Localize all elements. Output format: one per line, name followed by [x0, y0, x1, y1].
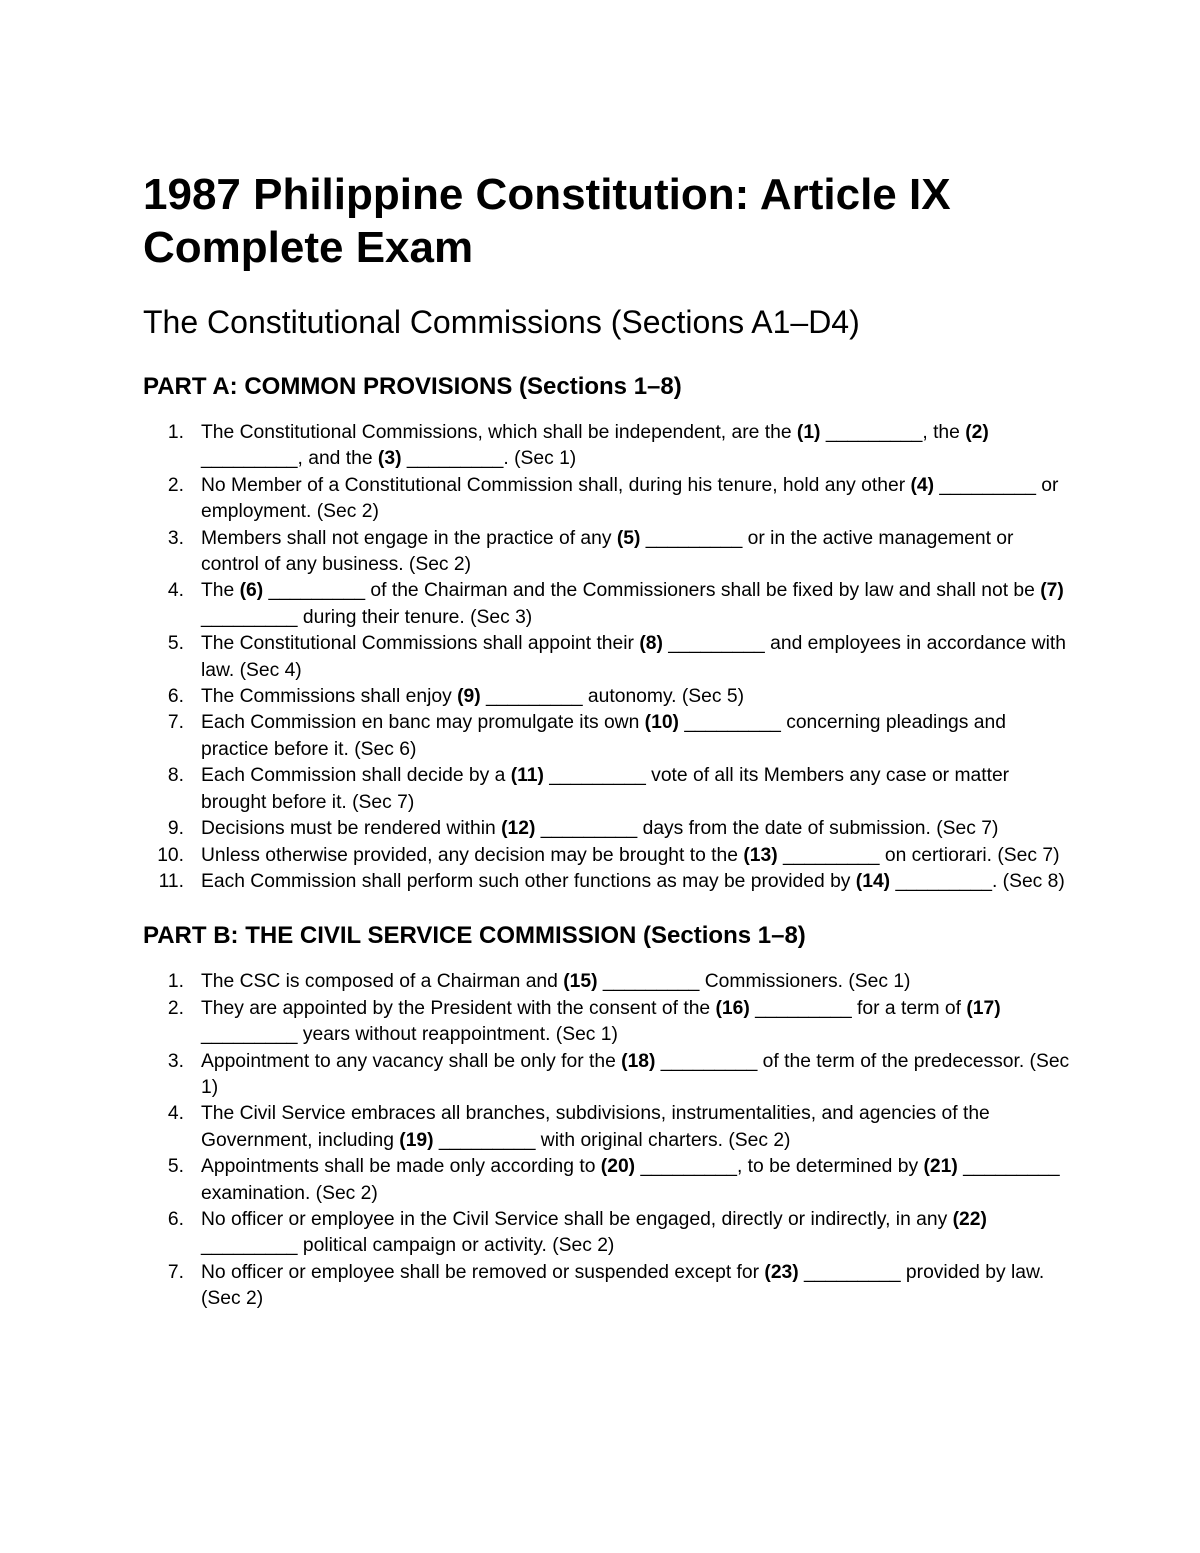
question-item — [143, 1207, 1073, 1260]
question-text-segment: _________. (Sec 1) — [401, 448, 577, 470]
question-text — [201, 818, 998, 839]
question-item — [143, 710, 1073, 763]
blank-number: (15) — [563, 971, 598, 993]
question-text — [201, 1156, 1060, 1203]
question-number: 4. — [167, 1103, 184, 1125]
blank-number: (13) — [743, 844, 778, 866]
question-text-segment: Each Commission shall perform such other functions as may be provided by — [201, 870, 856, 892]
blank-number: (5) — [616, 527, 641, 549]
question-text-segment: _________ on certiorari. (Sec 7) — [777, 844, 1060, 866]
blank-number: (18) — [621, 1050, 656, 1072]
question-item — [143, 843, 1073, 869]
question-text — [201, 580, 1064, 627]
question-number: 11. — [158, 870, 184, 892]
question-number: 1. — [167, 971, 184, 993]
question-text-segment: No officer or employee shall be removed or suspended except for — [201, 1261, 765, 1283]
question-text-segment: _________ during their tenure. (Sec 3) — [201, 606, 533, 628]
question-text — [201, 475, 1058, 522]
question-text — [201, 765, 1009, 812]
question-text-segment: _________ Commissioners. (Sec 1) — [597, 971, 911, 993]
question-text — [201, 971, 910, 992]
question-text-segment: _________ with original charters. (Sec 2) — [433, 1129, 791, 1151]
question-text — [201, 1209, 987, 1256]
question-number: 8. — [167, 765, 184, 787]
question-text-segment: Appointments shall be made only according to — [201, 1156, 601, 1178]
question-text-segment: _________ of the term of the predecessor. (Sec 1) — [201, 1050, 1070, 1098]
question-number: 2. — [167, 997, 184, 1019]
question-text-segment: _________ concerning pleadings and practice before it. (Sec 6) — [201, 712, 1006, 760]
question-text — [201, 1051, 1069, 1098]
question-item — [143, 1101, 1073, 1154]
question-text-segment: The — [201, 580, 240, 602]
question-text-segment: _________ for a term of — [749, 997, 967, 1019]
question-text-segment: Appointment to any vacancy shall be only for the — [201, 1050, 622, 1072]
part-a-question-list — [143, 420, 1073, 895]
blank-number: (7) — [1040, 580, 1064, 602]
question-text-segment: _________ or employment. (Sec 2) — [201, 474, 1059, 523]
blank-number: (14) — [855, 870, 891, 892]
question-number: 4. — [167, 580, 184, 602]
blank-number: (8) — [639, 633, 663, 655]
question-text-segment: The Constitutional Commissions, which shall be independent, are the — [201, 422, 797, 443]
question-item — [143, 473, 1073, 526]
question-text-segment: _________ examination. (Sec 2) — [201, 1156, 1060, 1204]
question-text — [201, 845, 1060, 866]
blank-number: (2) — [965, 422, 989, 443]
question-item — [143, 631, 1073, 684]
question-text-segment: The CSC is composed of a Chairman and — [201, 971, 564, 993]
question-item — [143, 869, 1073, 895]
question-text-segment: _________ provided by law. (Sec 2) — [201, 1261, 1045, 1310]
blank-number: (19) — [399, 1129, 434, 1151]
question-item — [143, 684, 1073, 710]
question-text-segment: Unless otherwise provided, any decision may be brought to the — [201, 844, 744, 866]
question-item — [143, 1260, 1073, 1313]
blank-number: (21) — [923, 1156, 958, 1178]
blank-number: (22) — [952, 1208, 987, 1230]
question-text-segment: _________ vote of all its Members any case or matter brought before it. (Sec 7) — [201, 765, 1010, 813]
blank-number: (12) — [501, 818, 536, 840]
question-text — [201, 528, 1013, 575]
question-text-segment: _________, and the — [201, 448, 378, 470]
question-text — [201, 686, 744, 707]
part-a-heading: PART A: COMMON PROVISIONS (Sections 1–8) — [143, 373, 682, 400]
blank-number: (1) — [796, 422, 821, 443]
question-text-segment: _________. (Sec 8) — [890, 870, 1065, 892]
question-item — [143, 816, 1073, 842]
question-text-segment: No Member of a Constitutional Commission shall, during his tenure, hold any other — [201, 474, 911, 496]
question-text-segment: They are appointed by the President with the consent of the — [201, 997, 716, 1019]
question-text-segment: Members shall not engage in the practice of any — [201, 527, 617, 549]
question-number: 6. — [167, 686, 184, 708]
question-text-segment: The Constitutional Commissions shall appoint their — [201, 633, 640, 655]
question-number: 1. — [167, 422, 184, 443]
question-item — [143, 420, 1073, 473]
question-text-segment: _________ of the Chairman and the Commissioners shall be fixed by law and shall not be — [263, 580, 1041, 602]
question-number: 3. — [167, 527, 184, 549]
question-text-segment: _________ autonomy. (Sec 5) — [480, 686, 745, 708]
page-title: 1987 Philippine Constitution: Article IX Complete Exam — [143, 170, 951, 272]
question-text — [201, 422, 989, 469]
blank-number: (11) — [510, 765, 544, 787]
question-item — [143, 969, 1073, 995]
question-item — [143, 526, 1073, 579]
question-text-segment: Each Commission en banc may promulgate its own — [201, 712, 645, 734]
question-number: 7. — [167, 1261, 184, 1283]
question-number: 3. — [167, 1050, 184, 1072]
question-text-segment: Decisions must be rendered within — [201, 818, 502, 840]
blank-number: (3) — [377, 448, 402, 470]
question-text-segment: Each Commission shall decide by a — [201, 765, 511, 787]
question-text — [201, 1262, 1044, 1309]
question-number: 9. — [167, 818, 184, 840]
question-number: 10. — [157, 844, 184, 866]
question-number: 2. — [167, 474, 184, 496]
question-item — [143, 578, 1073, 631]
blank-number: (4) — [910, 474, 935, 496]
blank-number: (23) — [764, 1261, 799, 1283]
question-number: 5. — [167, 1156, 184, 1178]
question-text-segment: _________ years without reappointment. (Sec 1) — [201, 1024, 618, 1046]
part-b-heading: PART B: THE CIVIL SERVICE COMMISSION (Sections 1–8) — [143, 922, 806, 950]
question-text-segment: _________ days from the date of submission. (Sec 7) — [535, 818, 999, 840]
document-page — [143, 168, 1073, 1313]
blank-number: (16) — [715, 997, 750, 1019]
question-text — [201, 998, 1001, 1045]
question-text-segment: _________, to be determined by — [635, 1156, 924, 1178]
question-text — [201, 712, 1006, 759]
part-b-question-list — [143, 969, 1073, 1312]
question-text-segment: _________ or in the active management or control of any business. (Sec 2) — [201, 527, 1014, 576]
question-number: 7. — [167, 712, 184, 734]
question-item — [143, 1049, 1073, 1102]
page-subtitle: The Constitutional Commissions (Sections A1–D4) — [143, 304, 860, 340]
question-number: 5. — [167, 633, 184, 655]
question-text-segment: The Civil Service embraces all branches, subdivisions, instrumentalities, and agencies of the Government, including — [201, 1103, 990, 1151]
question-text-segment: No officer or employee in the Civil Service shall be engaged, directly or indirectly, in any — [201, 1208, 953, 1230]
question-text-segment: _________ and employees in accordance with law. (Sec 4) — [201, 633, 1066, 681]
question-text — [201, 633, 1066, 680]
question-text-segment: _________ political campaign or activity. (Sec 2) — [201, 1235, 615, 1257]
blank-number: (20) — [600, 1156, 636, 1178]
question-number: 6. — [167, 1208, 184, 1230]
question-item — [143, 1154, 1073, 1207]
question-text — [201, 1103, 990, 1150]
blank-number: (6) — [239, 580, 264, 602]
blank-number: (9) — [457, 686, 481, 708]
blank-number: (10) — [644, 712, 679, 734]
question-text-segment: The Commissions shall enjoy — [201, 686, 458, 708]
question-item — [143, 763, 1073, 816]
question-item — [143, 996, 1073, 1049]
blank-number: (17) — [966, 997, 1001, 1019]
question-text-segment: _________, the — [820, 422, 966, 443]
question-text — [201, 871, 1065, 892]
